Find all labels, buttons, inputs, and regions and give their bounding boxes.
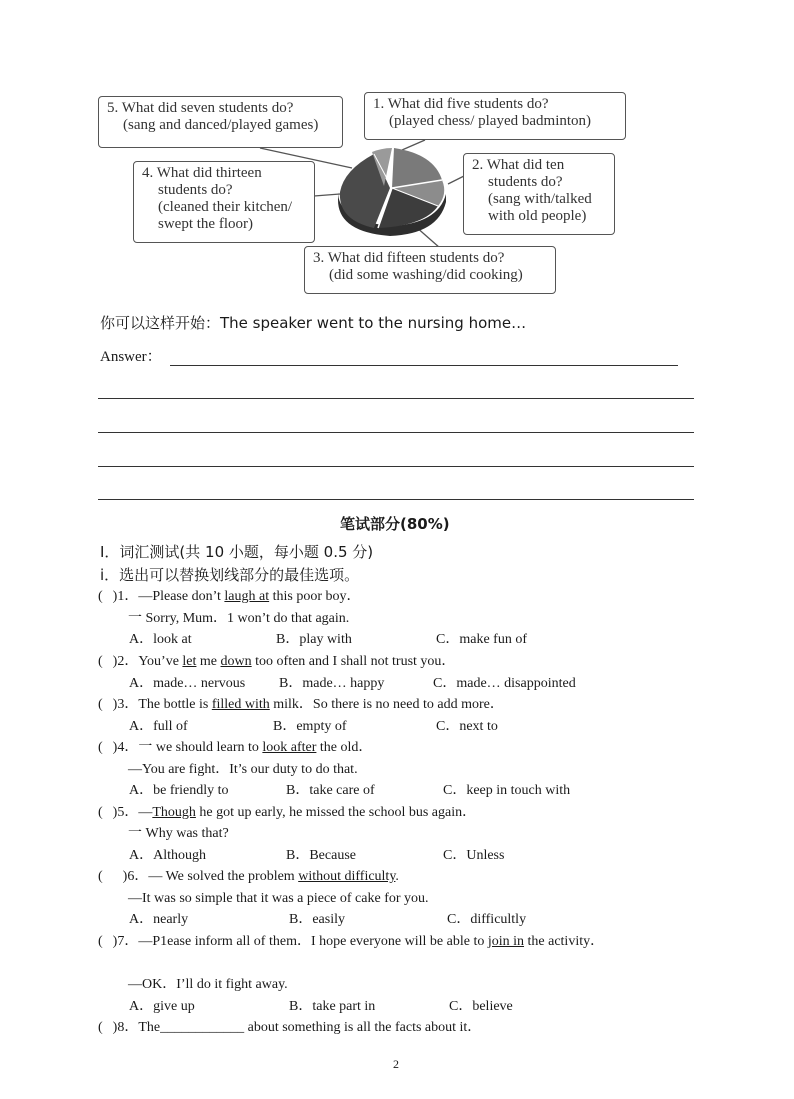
option-c: C．difficultly (447, 912, 527, 927)
option-b: B．take care of (286, 783, 375, 798)
answer-line[interactable] (98, 432, 694, 433)
box-text: (played chess/ played badminton) (389, 113, 592, 129)
answer-paren[interactable]: ( (98, 805, 103, 820)
question-5-reply: 一 Why was that? (128, 826, 229, 841)
question-6: ( )6．— We solved the problem without difficulty. (98, 869, 399, 884)
option-c: C．keep in touch with (443, 783, 571, 798)
question-box-2 (463, 153, 615, 235)
option-a: A．full of (129, 719, 188, 734)
answer-paren[interactable]: ( (98, 589, 103, 604)
option-a: A．give up (129, 999, 195, 1014)
question-7-reply: —OK．I’ll do it fight away. (128, 977, 288, 992)
option-b: B．made… happy (279, 676, 385, 691)
question-box-3 (304, 246, 556, 294)
option-c: C．made… disappointed (433, 676, 576, 691)
answer-label: Answer： (100, 349, 162, 365)
question-7: ( )7．—P1ease inform all of them．I hope everyone will be able to join in the activity． (98, 934, 605, 949)
part-instruction: i．选出可以替换划线部分的最佳选项。 (100, 566, 360, 584)
box-text: (cleaned their kitchen/ (158, 199, 293, 215)
question-4-reply: —You are fight．It’s our duty to do that. (128, 762, 358, 777)
option-a: A．Although (129, 848, 206, 863)
option-c: C．make fun of (436, 632, 527, 647)
question-box-5 (98, 96, 343, 148)
box-text: 1. What did five students do? (373, 96, 549, 112)
pie-chart-image (334, 140, 454, 240)
underlined-phrase: down (220, 654, 252, 669)
underlined-phrase: laugh at (224, 589, 270, 604)
answer-line[interactable] (98, 398, 694, 399)
question-2: ( )2．You’ve let me down too often and I shall not trust you． (98, 654, 456, 669)
question-8: ( )8．The____________ about something is all the facts about it． (98, 1020, 482, 1035)
part-title: I．词汇测试(共 10 小题，每小题 0.5 分) (100, 543, 374, 561)
box-text: 4. What did thirteen (142, 165, 262, 181)
box-text: swept the floor) (158, 216, 253, 232)
box-text: 2. What did ten (472, 157, 565, 173)
box-text: (sang with/talked (488, 191, 592, 207)
underlined-phrase: look after (262, 740, 317, 755)
question-3: ( )3．The bottle is filled with milk．So there is no need to add more． (98, 697, 504, 712)
option-b: B．easily (289, 912, 345, 927)
option-b: B．play with (276, 632, 352, 647)
question-box-1 (364, 92, 626, 140)
option-a: A．made… nervous (129, 676, 246, 691)
answer-line[interactable] (98, 499, 694, 500)
answer-paren[interactable]: ( (98, 1020, 103, 1035)
writing-prompt: 你可以这样开始：The speaker went to the nursing home… (100, 314, 527, 332)
answer-line[interactable] (170, 365, 678, 366)
fill-blank[interactable]: ____________ (160, 1020, 245, 1035)
box-text: students do? (158, 182, 233, 198)
option-c: C．next to (436, 719, 498, 734)
answer-line[interactable] (98, 466, 694, 467)
option-a: A．be friendly to (129, 783, 229, 798)
answer-paren[interactable]: ( (98, 869, 103, 884)
answer-paren[interactable]: ( (98, 740, 103, 755)
question-6-reply: —It was so simple that it was a piece of cake for you. (128, 891, 429, 906)
question-5: ( )5．—Though he got up early, he missed the school bus again． (98, 805, 477, 820)
question-1: ( )1．—Please don’t laugh at this poor boy． (98, 589, 361, 604)
option-b: B．take part in (289, 999, 376, 1014)
question-box-4 (133, 161, 315, 243)
answer-paren[interactable]: ( (98, 654, 103, 669)
option-a: A．look at (129, 632, 192, 647)
box-text: students do? (488, 174, 563, 190)
box-text: with old people) (488, 208, 587, 224)
question-4: ( )4．一 we should learn to look after the old． (98, 740, 373, 755)
question-1-reply: 一 Sorry, Mum．1 won’t do that again. (128, 611, 350, 626)
option-b: B．empty of (273, 719, 347, 734)
option-b: B．Because (286, 848, 356, 863)
box-text: (did some washing/did cooking) (329, 267, 523, 283)
box-text: 3. What did fifteen students do? (313, 250, 505, 266)
option-c: C．Unless (443, 848, 505, 863)
underlined-phrase: filled with (211, 697, 270, 712)
underlined-phrase: join in (487, 934, 525, 949)
answer-paren[interactable]: ( (98, 697, 103, 712)
underlined-phrase: without difficulty (298, 869, 396, 884)
section-title: 笔试部分(80%) (340, 515, 450, 533)
box-text: (sang and danced/played games) (123, 117, 319, 133)
page-number: 2 (393, 1057, 399, 1071)
answer-paren[interactable]: ( (98, 934, 103, 949)
underlined-phrase: Though (152, 805, 196, 820)
box-text: 5. What did seven students do? (107, 100, 294, 116)
option-c: C．believe (449, 999, 513, 1014)
option-a: A．nearly (129, 912, 189, 927)
underlined-phrase: let (182, 654, 197, 669)
